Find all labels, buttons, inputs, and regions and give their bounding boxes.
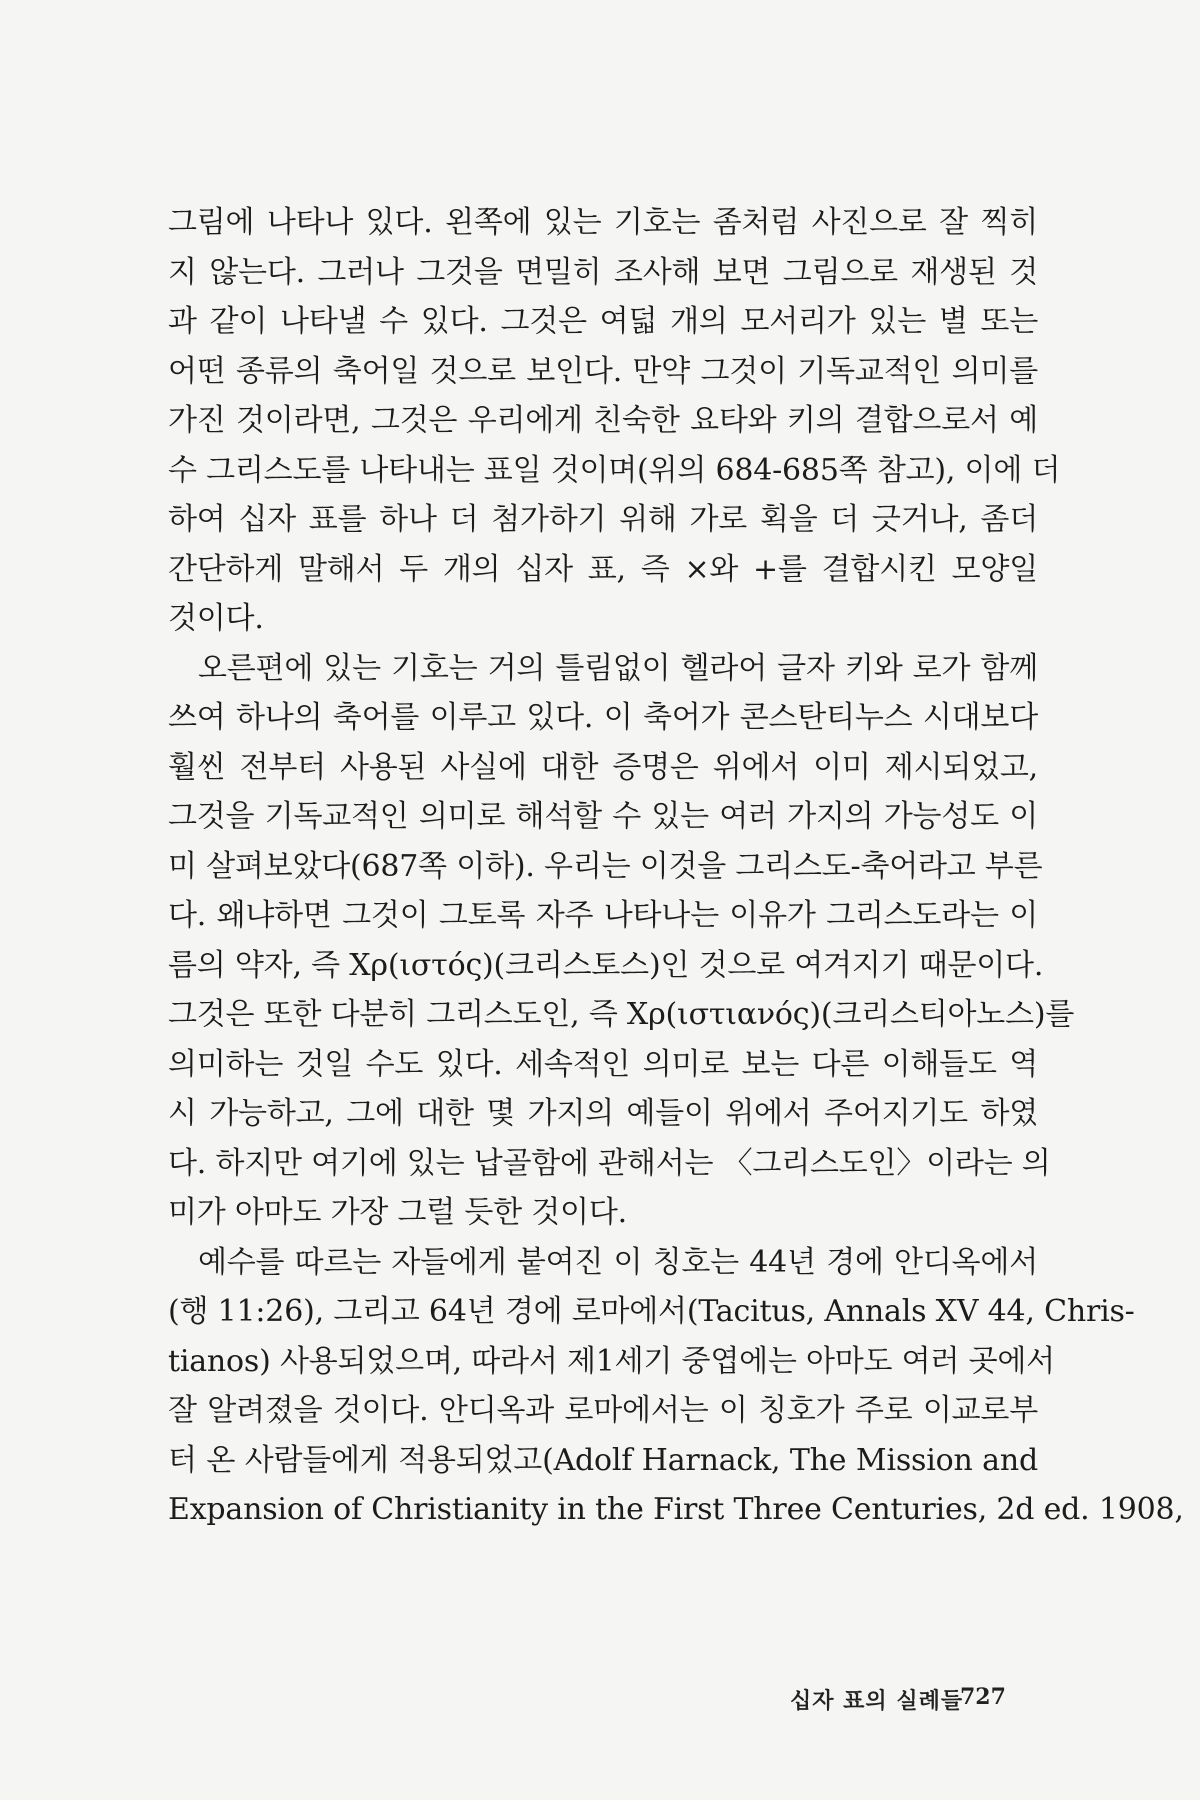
text-line: 터 온 사람들에게 적용되었고(Adolf Harnack, The Mission and — [168, 1442, 1038, 1478]
text-line: 미가 아마도 가장 그럴 듯한 것이다. — [168, 1195, 627, 1230]
text-line: 다. 왜냐하면 그것이 그토록 자주 나타나는 이유가 그리스도라는 이 — [168, 898, 1038, 933]
text-line: 것이다. — [168, 601, 264, 636]
text-line: tianos) 사용되었으며, 따라서 제1세기 중엽에는 아마도 여러 곳에서 — [168, 1343, 1055, 1379]
text-line: 오른편에 있는 기호는 거의 틀림없이 헬라어 글자 키와 로가 함께 — [198, 650, 1038, 686]
text-line: 미 살펴보았다(687쪽 이하). 우리는 이것을 그리스도-축어라고 부른 — [168, 848, 1043, 884]
text-line: 다. 하지만 여기에 있는 납골함에 관해서는 〈그리스도인〉이라는 의 — [168, 1145, 1051, 1181]
text-line: 시 가능하고, 그에 대한 몇 가지의 예들이 위에서 주어지기도 하였 — [168, 1096, 1038, 1131]
page-footer — [0, 1684, 1200, 1724]
text-line: Expansion of Christianity in the First Three Centuries, 2d ed. 1908, — [168, 1492, 1184, 1527]
text-line: 지 않는다. 그러나 그것을 면밀히 조사해 보면 그림으로 재생된 것 — [168, 254, 1038, 290]
running-head: 십자 표의 실례들 — [790, 1689, 964, 1714]
text-line: 그것을 기독교적인 의미로 해석할 수 있는 여러 가지의 가능성도 이 — [168, 799, 1038, 834]
text-line: 그림에 나타나 있다. 왼쪽에 있는 기호는 좀처럼 사진으로 잘 찍히 — [168, 205, 1038, 240]
text-line: 잘 알려졌을 것이다. 안디옥과 로마에서는 이 칭호가 주로 이교로부 — [168, 1393, 1038, 1428]
text-line: 그것은 또한 다분히 그리스도인, 즉 Χρ(ιστιανός)(크리스티아노스)를 — [168, 997, 1075, 1032]
text-line: 어떤 종류의 축어일 것으로 보인다. 만약 그것이 기독교적인 의미를 — [168, 353, 1038, 389]
text-line: 예수를 따르는 자들에게 붙여진 이 칭호는 44년 경에 안디옥에서 — [198, 1244, 1038, 1280]
body-text — [168, 198, 1184, 1535]
text-line: (행 11:26), 그리고 64년 경에 로마에서(Tacitus, Annals XV 44, Chris- — [168, 1294, 1135, 1329]
text-line: 름의 약자, 즉 Χρ(ιστός)(크리스토스)인 것으로 여겨지기 때문이다. — [168, 947, 1044, 983]
text-line: 의미하는 것일 수도 있다. 세속적인 의미로 보는 다른 이해들도 역 — [168, 1046, 1038, 1082]
text-line: 쓰여 하나의 축어를 이루고 있다. 이 축어가 콘스탄티누스 시대보다 — [168, 700, 1038, 735]
text-line: 수 그리스도를 나타내는 표일 것이며(위의 684-685쪽 참고), 이에 더 — [168, 452, 1061, 488]
text-line: 과 같이 나타낼 수 있다. 그것은 여덟 개의 모서리가 있는 별 또는 — [168, 304, 1038, 339]
text-line: 하여 십자 표를 하나 더 첨가하기 위해 가로 획을 더 긋거나, 좀더 — [168, 502, 1038, 537]
text-line: 간단하게 말해서 두 개의 십자 표, 즉 ×와 +를 결합시킨 모양일 — [168, 551, 1038, 587]
text-line: 가진 것이라면, 그것은 우리에게 친숙한 요타와 키의 결합으로서 예 — [168, 403, 1038, 438]
text-line: 훨씬 전부터 사용된 사실에 대한 증명은 위에서 이미 제시되었고, — [168, 749, 1038, 785]
page-number: 727 — [960, 1684, 1006, 1710]
